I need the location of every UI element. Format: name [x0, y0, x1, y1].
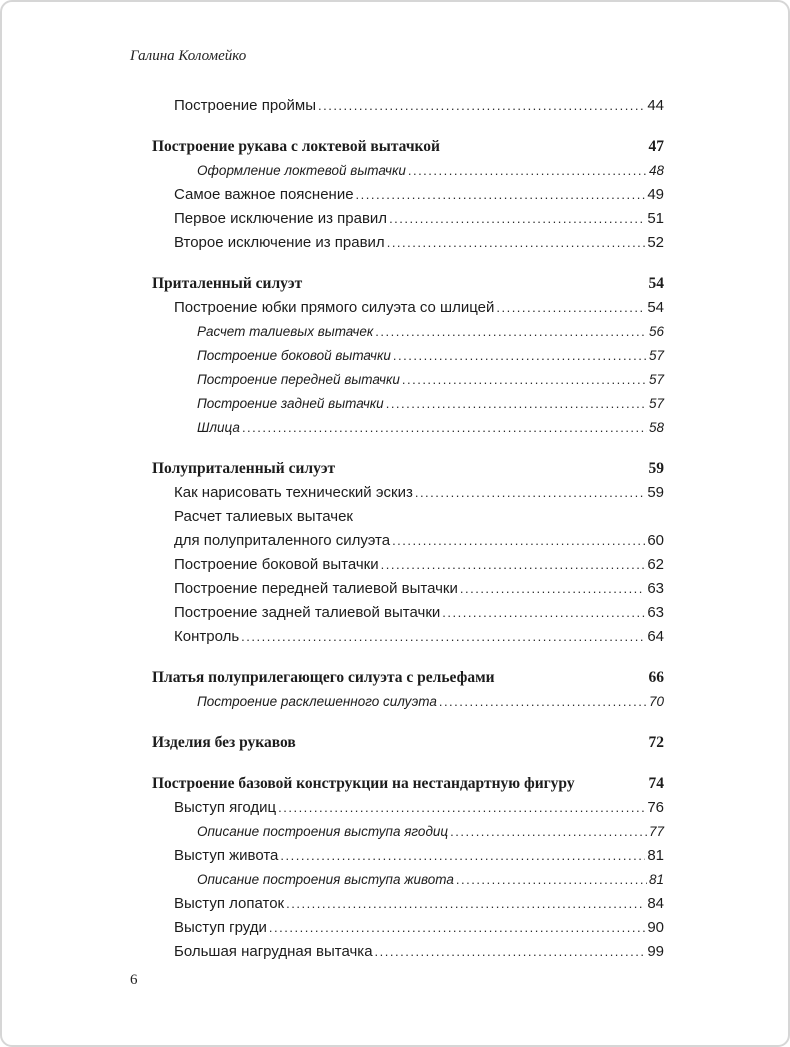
toc-entry-title: Контроль [174, 628, 240, 645]
toc-entry-title: Построение задней талиевой вытачки [174, 604, 441, 621]
toc-dot-leader [460, 577, 645, 601]
toc-entry-title: Построение юбки прямого силуэта со шлицей [174, 299, 495, 316]
toc-entry-title: Как нарисовать технический эскиз [174, 484, 413, 501]
toc-entry-page: 63 [647, 604, 664, 621]
toc-entry-page: 57 [648, 372, 664, 387]
page-content [2, 2, 788, 964]
toc-entry-title: Расчет талиевых вытачек [174, 508, 353, 525]
toc-dot-leader [408, 159, 647, 183]
toc-entry-page: 70 [648, 694, 664, 709]
toc-entry [152, 868, 664, 892]
toc-entry-title: Построение базовой конструкции на нестандартную фигуру [152, 775, 575, 792]
toc-entry [152, 940, 664, 964]
toc-dot-leader [387, 231, 646, 255]
toc-dot-leader [496, 296, 645, 320]
page-number: 6 [130, 972, 138, 988]
toc-entry-title: Шлица [197, 420, 240, 435]
toc-entry-title: Первое исключение из правил [174, 210, 388, 227]
toc-entry-title: Построение передней вытачки [197, 372, 400, 387]
toc-entry [152, 820, 664, 844]
toc-entry [152, 666, 664, 690]
toc-entry-page: 56 [648, 324, 664, 339]
toc-entry-title: Построение расклешенного силуэта [197, 694, 437, 709]
toc-entry-title: Построение боковой вытачки [197, 348, 391, 363]
toc-dot-leader [386, 392, 647, 416]
toc-entry-title: Полуприталенный силуэт [152, 460, 336, 477]
toc-entry-page: 72 [648, 734, 664, 751]
toc-dot-leader [375, 320, 647, 344]
toc-entry [152, 296, 664, 320]
toc-dot-leader [393, 344, 647, 368]
toc-entry [152, 457, 664, 481]
toc-entry-page: 54 [647, 299, 664, 316]
toc-entry-title: Выступ ягодиц [174, 799, 277, 816]
toc-entry-title: Расчет талиевых вытачек [197, 324, 374, 339]
toc-entry-title: Платья полуприлегающего силуэта с рельефами [152, 669, 495, 686]
toc-entry-page: 81 [648, 872, 664, 887]
toc-entry-title: Построение боковой вытачки [174, 556, 379, 573]
toc-dot-leader [242, 416, 647, 440]
toc-entry-page: 49 [647, 186, 664, 203]
toc-entry [152, 320, 664, 344]
toc-entry [152, 731, 664, 755]
toc-entry-page: 54 [648, 275, 664, 292]
toc-entry [152, 183, 664, 207]
toc-entry-page: 76 [647, 799, 664, 816]
toc-entry [152, 207, 664, 231]
toc-dot-leader [415, 481, 645, 505]
toc-entry [152, 344, 664, 368]
toc-dot-leader [278, 796, 645, 820]
toc-entry [152, 772, 664, 796]
toc-dot-leader [356, 183, 646, 207]
toc-entry [152, 529, 664, 553]
toc-entry-title: Описание построения выступа живота [197, 872, 454, 887]
toc-entry-title: Выступ лопаток [174, 895, 285, 912]
toc-entry-title: Выступ груди [174, 919, 267, 936]
toc-entry-page: 90 [647, 919, 664, 936]
toc-entry-page: 81 [647, 847, 664, 864]
toc-dot-leader [442, 601, 645, 625]
toc-dot-leader [375, 940, 646, 964]
toc-dot-leader [318, 94, 645, 118]
toc-entry-page: 44 [647, 97, 664, 114]
toc-dot-leader [286, 892, 645, 916]
toc-entry-page: 59 [648, 460, 664, 477]
toc-entry-page: 66 [648, 669, 664, 686]
toc-entry [152, 505, 664, 529]
toc-entry-page: 99 [647, 943, 664, 960]
toc-list [152, 94, 664, 964]
toc-entry-page: 84 [647, 895, 664, 912]
toc-entry-title: Выступ живота [174, 847, 279, 864]
toc-entry [152, 94, 664, 118]
toc-entry-title: Второе исключение из правил [174, 234, 385, 251]
author-header: Галина Коломейко [130, 48, 247, 64]
toc-entry [152, 796, 664, 820]
toc-entry [152, 272, 664, 296]
toc-entry-title: Построение рукава с локтевой вытачкой [152, 138, 440, 155]
toc-entry-title: Большая нагрудная вытачка [174, 943, 373, 960]
toc-entry-page: 57 [648, 348, 664, 363]
toc-entry [152, 135, 664, 159]
toc-entry-page: 77 [648, 824, 664, 839]
toc-entry-title: Приталенный силуэт [152, 275, 303, 292]
toc-dot-leader [269, 916, 645, 940]
toc-entry [152, 159, 664, 183]
toc-entry-title: Построение передней талиевой вытачки [174, 580, 458, 597]
toc-entry-page: 47 [648, 138, 664, 155]
toc-entry [152, 392, 664, 416]
toc-entry [152, 601, 664, 625]
toc-entry-page: 57 [648, 396, 664, 411]
toc-entry-title: Построение задней вытачки [197, 396, 384, 411]
toc-entry-page: 52 [647, 234, 664, 251]
toc-entry [152, 916, 664, 940]
toc-entry [152, 690, 664, 714]
toc-entry-title: Самое важное пояснение [174, 186, 354, 203]
toc-entry-page: 60 [647, 532, 664, 549]
toc-dot-leader [241, 625, 645, 649]
toc-entry [152, 231, 664, 255]
toc-entry-page: 58 [648, 420, 664, 435]
toc-dot-leader [280, 844, 645, 868]
toc-dot-leader [389, 207, 645, 231]
toc-entry [152, 577, 664, 601]
toc-entry-title: Построение проймы [174, 97, 316, 114]
toc-dot-leader [392, 529, 645, 553]
toc-entry [152, 892, 664, 916]
toc-dot-leader [439, 690, 647, 714]
toc-entry [152, 625, 664, 649]
toc-entry-title: Оформление локтевой вытачки [197, 163, 406, 178]
toc-entry [152, 481, 664, 505]
toc-entry-page: 62 [647, 556, 664, 573]
toc-entry-page: 64 [647, 628, 664, 645]
toc-dot-leader [381, 553, 646, 577]
toc-entry-title: для полуприталенного силуэта [174, 532, 391, 549]
toc-entry-page: 59 [647, 484, 664, 501]
toc-entry-title: Изделия без рукавов [152, 734, 296, 751]
toc-entry-page: 74 [648, 775, 664, 792]
toc-entry-page: 48 [648, 163, 664, 178]
toc-entry [152, 844, 664, 868]
toc-entry [152, 368, 664, 392]
toc-entry [152, 553, 664, 577]
toc-dot-leader [450, 820, 647, 844]
toc-entry-page: 51 [647, 210, 664, 227]
toc-dot-leader [456, 868, 647, 892]
toc-dot-leader [402, 368, 647, 392]
toc-entry-title: Описание построения выступа ягодиц [197, 824, 449, 839]
toc-entry-page: 63 [647, 580, 664, 597]
toc-entry [152, 416, 664, 440]
